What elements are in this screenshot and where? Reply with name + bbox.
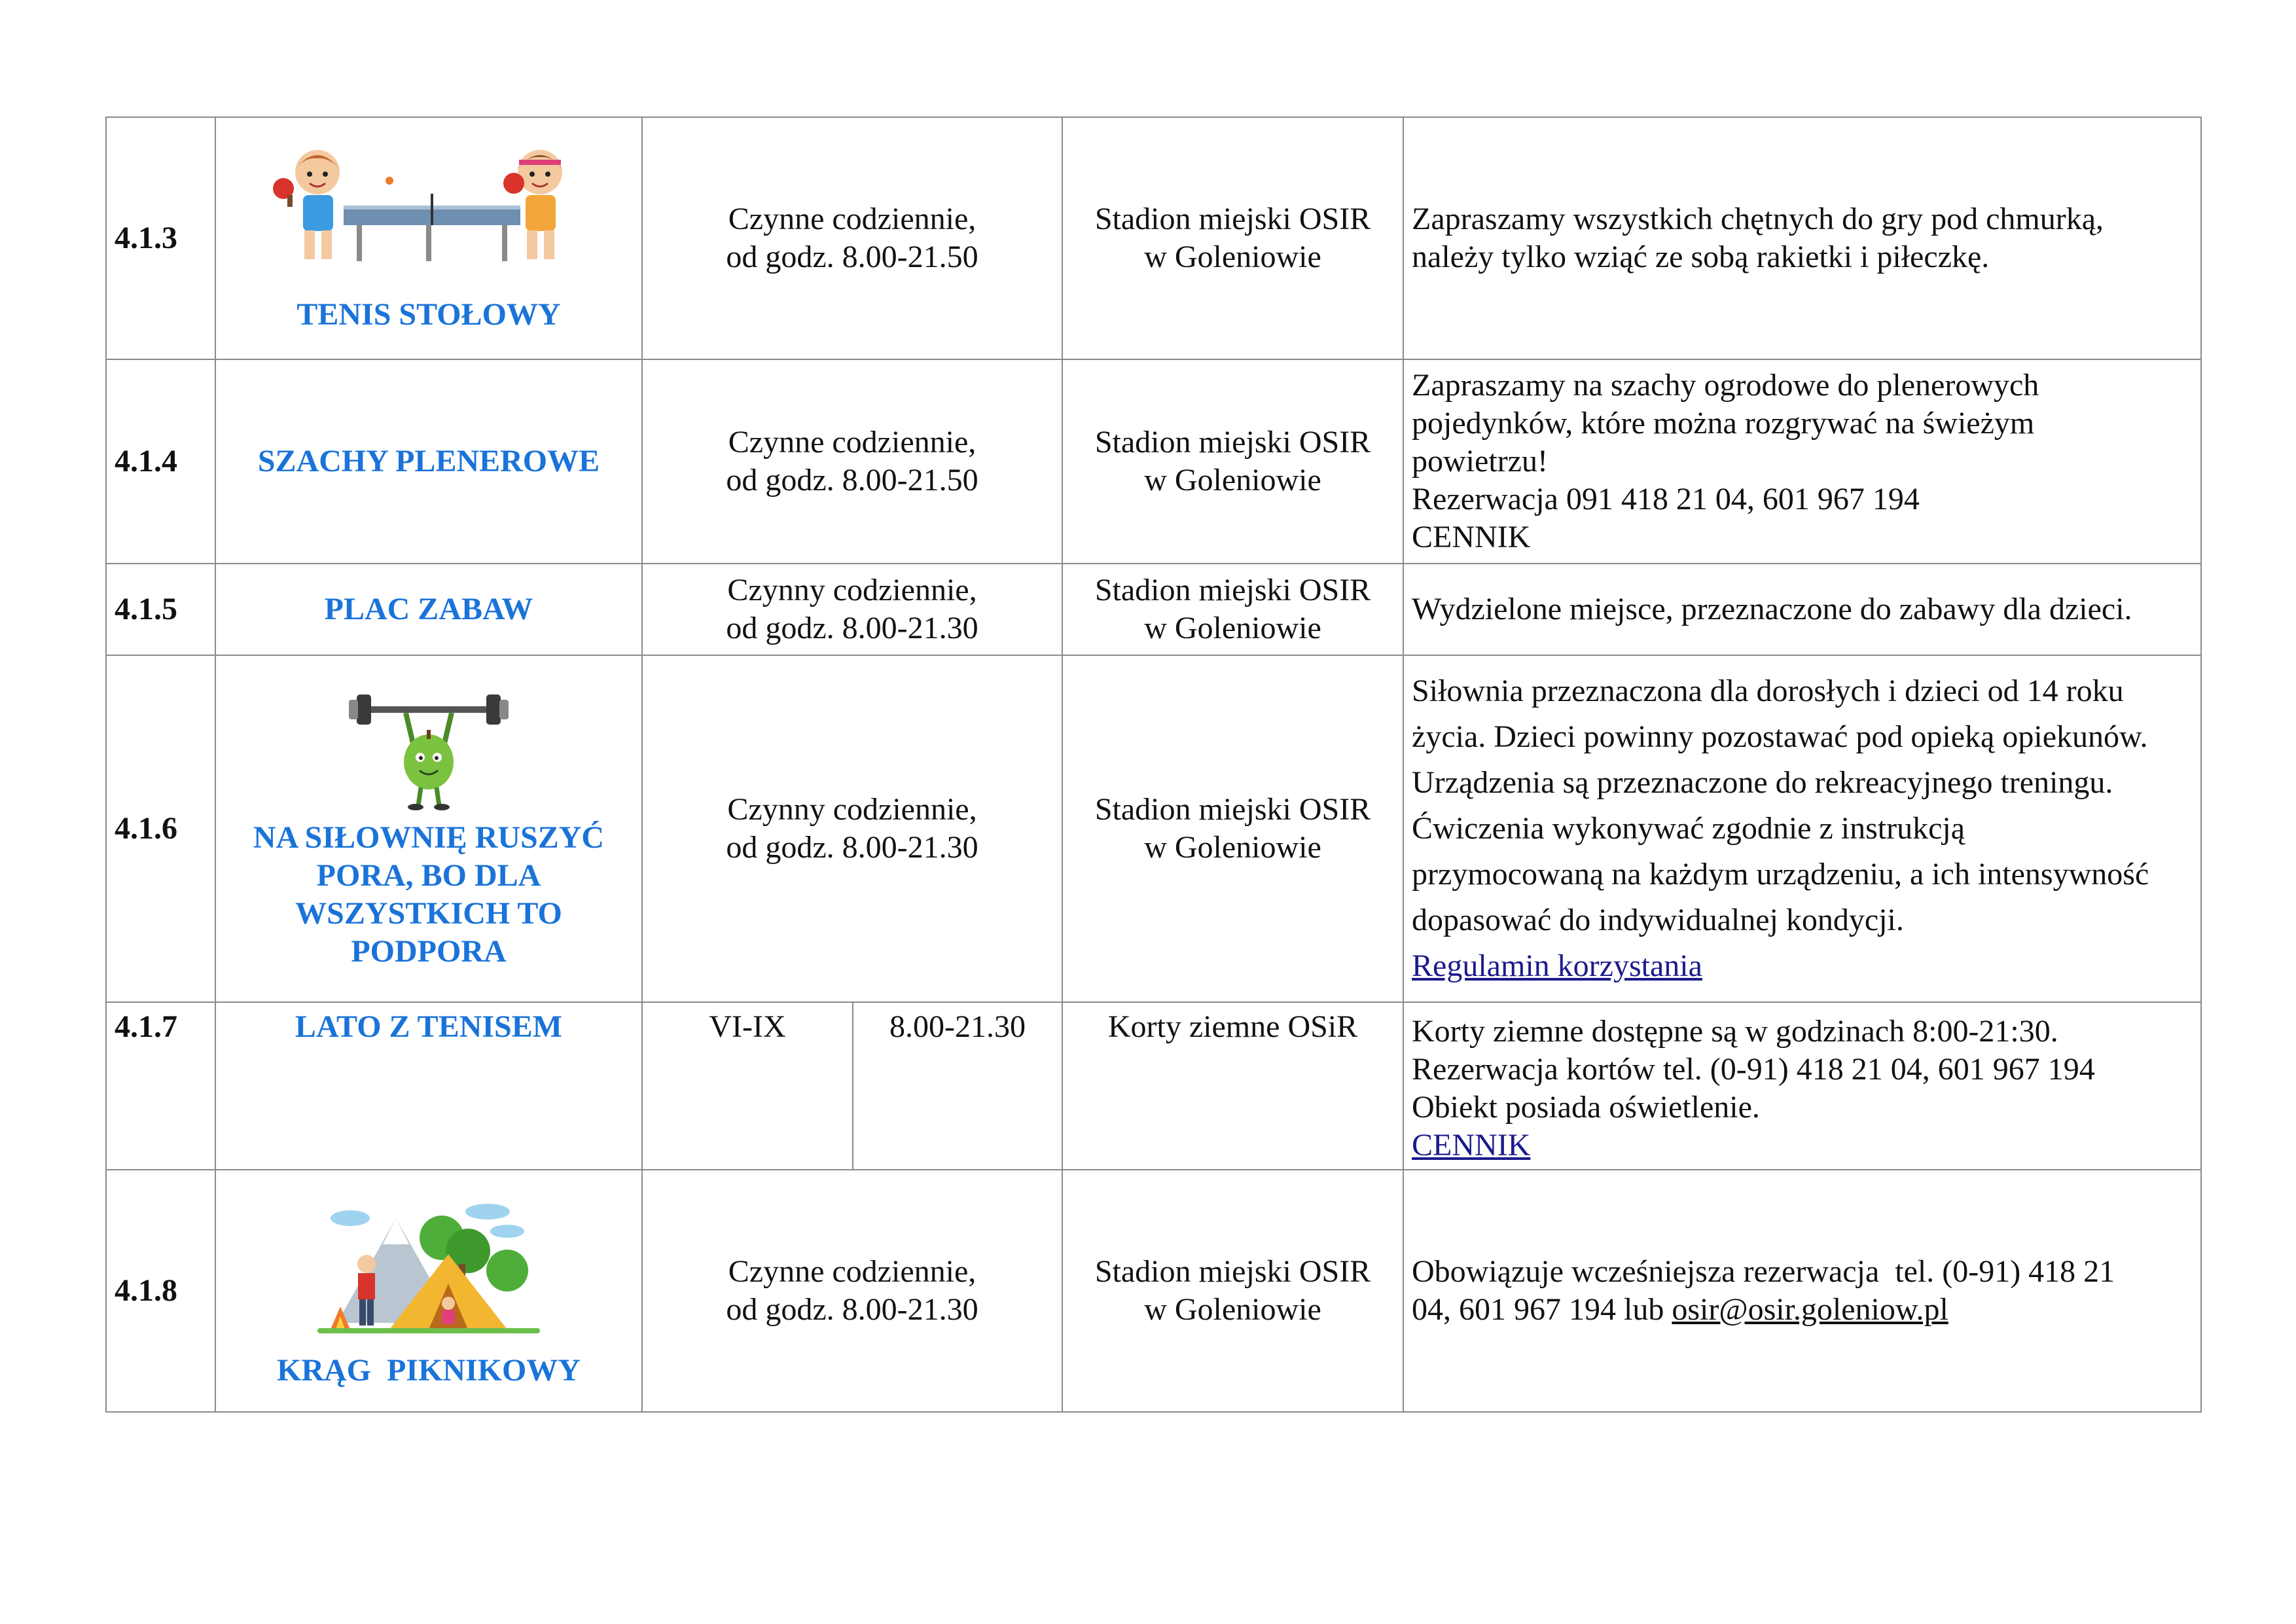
activities-table: [105, 117, 2202, 1413]
hours-cell: Czynne codziennie, od godz. 8.00-21.30: [642, 1170, 1062, 1412]
table-row: [106, 359, 2201, 564]
row-number: 4.1.6: [106, 655, 215, 1002]
activity-cell: [215, 564, 642, 655]
activity-title-line: WSZYSTKICH TO: [295, 896, 562, 931]
table-row: [106, 1170, 2201, 1412]
place-cell: Stadion miejski OSIR w Goleniowie: [1062, 359, 1403, 564]
description-cell: Siłownia przeznaczona dla dorosłych i dzieci od 14 roku życia. Dzieci powinny pozostawać pod opieką opiekunów. Urządzenia są przeznaczone do rekreacyjnego treningu. Ćwiczenia wykonywać zgodnie z instrukcją przymocowaną na każdym urządzeniu, a ich intensywność dopasować do indywidualnej kondycji. Regulamin korzystania: [1403, 655, 2201, 1002]
row-number: 4.1.7: [106, 1002, 215, 1170]
row-number: 4.1.8: [106, 1170, 215, 1412]
table-tennis-kids-illustration: [272, 143, 586, 274]
activity-cell: [215, 655, 642, 1002]
hours-cell: Czynne codziennie, od godz. 8.00-21.50: [642, 117, 1062, 359]
hours-cell: 8.00-21.30: [853, 1002, 1062, 1170]
activity-cell: [215, 117, 642, 359]
activity-cell: [215, 359, 642, 564]
email-link[interactable]: osir@osir.goleniow.pl: [1672, 1292, 1948, 1327]
price-list-link[interactable]: CENNIK: [1412, 1128, 1531, 1163]
table-row: [106, 1002, 2201, 1170]
activity-title-line: NA SIŁOWNIĘ RUSZYĆ: [253, 820, 605, 855]
activity-title: SZACHY PLENEROWE: [257, 444, 600, 478]
months-cell: VI-IX: [642, 1002, 853, 1170]
activity-title-line: PODPORA: [351, 934, 507, 969]
activity-title-line: PORA, BO DLA: [316, 858, 541, 893]
description-cell: Wydzielone miejsce, przeznaczone do zabawy dla dzieci.: [1403, 564, 2201, 655]
place-cell: Stadion miejski OSIR w Goleniowie: [1062, 1170, 1403, 1412]
place-cell: Stadion miejski OSIR w Goleniowie: [1062, 117, 1403, 359]
activity-title: PLAC ZABAW: [324, 592, 533, 626]
hours-cell: Czynne codziennie, od godz. 8.00-21.50: [642, 359, 1062, 564]
activity-title: TENIS STOŁOWY: [296, 297, 561, 332]
activity-cell: [215, 1170, 642, 1412]
row-number: 4.1.3: [106, 117, 215, 359]
description-cell: Obowiązuje wcześniejsza rezerwacja tel. (0-91) 418 21 04, 601 967 194 lub osir@osir.goleniow.pl: [1403, 1170, 2201, 1412]
regulations-link[interactable]: Regulamin korzystania: [1412, 948, 1702, 983]
row-number: 4.1.5: [106, 564, 215, 655]
description-cell: Zapraszamy na szachy ogrodowe do plenerowych pojedynków, które można rozgrywać na świeżym powietrzu! Rezerwacja 091 418 21 04, 601 967 194 CENNIK: [1403, 359, 2201, 564]
description-cell: Zapraszamy wszystkich chętnych do gry pod chmurką, należy tylko wziąć ze sobą rakietki i piłeczkę.: [1403, 117, 2201, 359]
hours-cell: Czynny codziennie, od godz. 8.00-21.30: [642, 655, 1062, 1002]
table-row: [106, 564, 2201, 655]
activity-title: LATO Z TENISEM: [295, 1009, 563, 1044]
place-cell: Stadion miejski OSIR w Goleniowie: [1062, 564, 1403, 655]
activity-title: KRĄG PIKNIKOWY: [276, 1353, 581, 1388]
weightlifting-apple-illustration: [344, 687, 514, 811]
hours-cell: Czynny codziennie, od godz. 8.00-21.30: [642, 564, 1062, 655]
table-row: [106, 655, 2201, 1002]
description-cell: Korty ziemne dostępne są w godzinach 8:00-21:30. Rezerwacja kortów tel. (0-91) 418 21 04, 601 967 194 Obiekt posiada oświetlenie. CENNIK: [1403, 1002, 2201, 1170]
activity-cell: [215, 1002, 642, 1170]
place-cell: Stadion miejski OSIR w Goleniowie: [1062, 655, 1403, 1002]
row-number: 4.1.4: [106, 359, 215, 564]
place-cell: Korty ziemne OSiR: [1062, 1002, 1403, 1170]
table-row: [106, 117, 2201, 359]
camping-picnic-illustration: [311, 1192, 547, 1343]
